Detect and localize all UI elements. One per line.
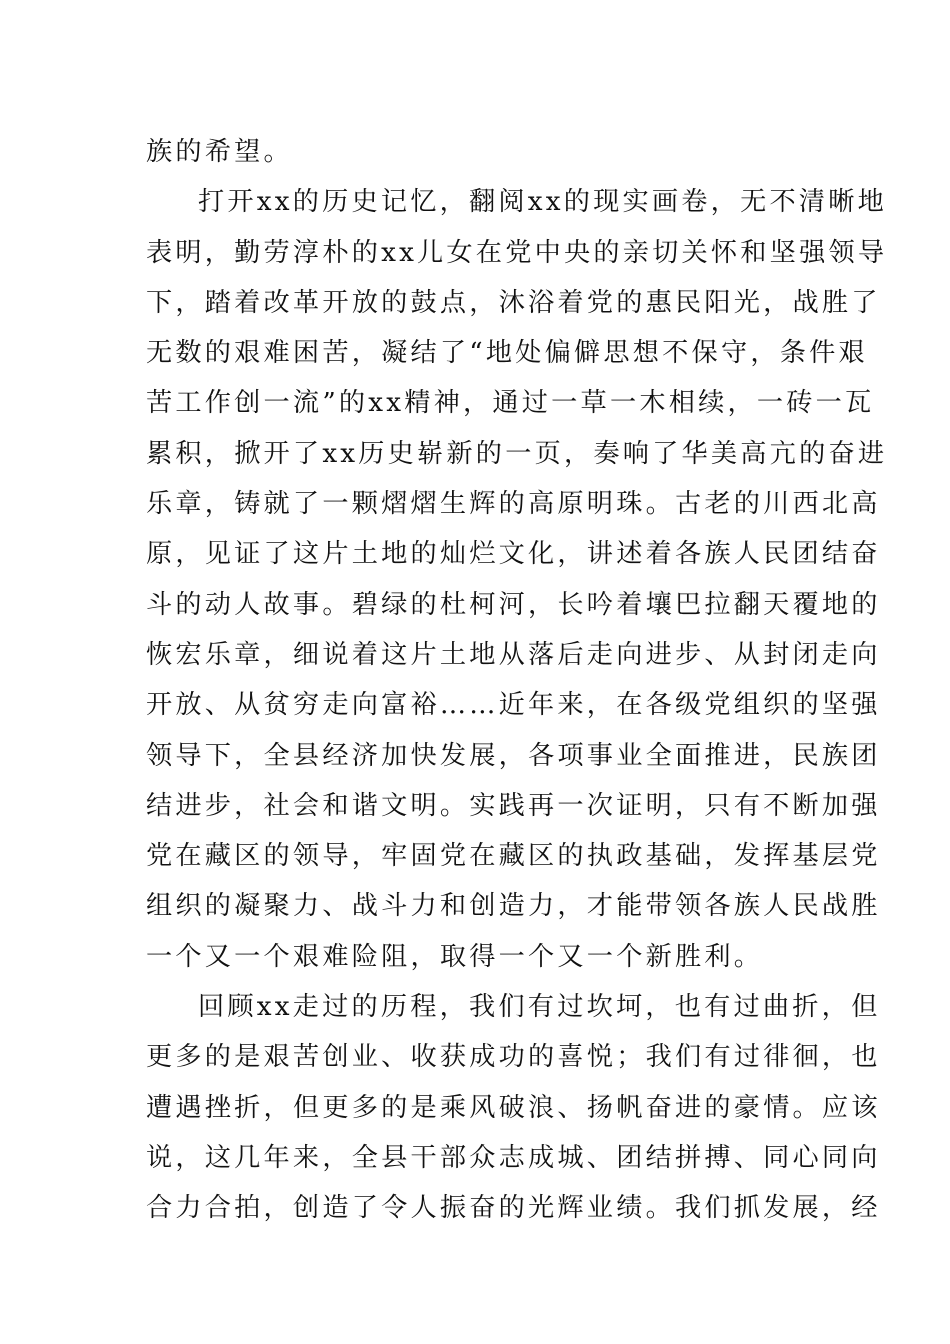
text-line: 表明，勤劳淳朴的xx儿女在党中央的亲切关怀和坚强领导 bbox=[146, 237, 888, 268]
text-line: 开放、从贫穷走向富裕……近年来，在各级党组织的坚强 bbox=[146, 690, 881, 721]
text-line: 恢宏乐章，细说着这片土地从落后走向进步、从封闭走向 bbox=[146, 639, 881, 670]
text-line: 一个又一个艰难险阻，取得一个又一个新胜利。 bbox=[146, 941, 764, 972]
paragraph-first-line: 回顾xx走过的历程，我们有过坎坷，也有过曲折，但 bbox=[198, 992, 881, 1023]
text-line: 苦工作创一流”的xx精神，通过一草一木相续，一砖一瓦 bbox=[146, 388, 875, 419]
text-line: 说，这几年来，全县干部众志成城、团结拼搏、同心同向 bbox=[146, 1142, 881, 1173]
text-line: 斗的动人故事。碧绿的杜柯河，长吟着壤巴拉翻天覆地的 bbox=[146, 589, 881, 620]
text-line: 乐章，铸就了一颗熠熠生辉的高原明珠。古老的川西北高 bbox=[146, 489, 881, 520]
text-line: 结进步，社会和谐文明。实践再一次证明，只有不断加强 bbox=[146, 790, 881, 821]
text-line: 领导下，全县经济加快发展，各项事业全面推进，民族团 bbox=[146, 740, 881, 771]
text-line: 累积，掀开了xx历史崭新的一页，奏响了华美高亢的奋进 bbox=[146, 438, 888, 469]
text-line: 下，踏着改革开放的鼓点，沐浴着党的惠民阳光，战胜了 bbox=[146, 287, 881, 318]
document-body bbox=[146, 127, 888, 1234]
text-line: 合力合拍，创造了令人振奋的光辉业绩。我们抓发展，经 bbox=[146, 1193, 881, 1224]
paragraph-first-line: 打开xx的历史记忆，翻阅xx的现实画卷，无不清晰地 bbox=[198, 187, 888, 218]
text-line: 更多的是艰苦创业、收获成功的喜悦；我们有过徘徊，也 bbox=[146, 1042, 881, 1073]
text-line: 族的希望。 bbox=[146, 137, 293, 167]
text-line: 原，见证了这片土地的灿烂文化，讲述着各族人民团结奋 bbox=[146, 539, 881, 570]
text-line: 党在藏区的领导，牢固党在藏区的执政基础，发挥基层党 bbox=[146, 841, 881, 872]
text-line: 无数的艰难困苦，凝结了“地处偏僻思想不保守，条件艰 bbox=[146, 338, 868, 369]
text-line: 遭遇挫折，但更多的是乘风破浪、扬帆奋进的豪情。应该 bbox=[146, 1092, 881, 1123]
text-line: 组织的凝聚力、战斗力和创造力，才能带领各族人民战胜 bbox=[146, 891, 881, 922]
